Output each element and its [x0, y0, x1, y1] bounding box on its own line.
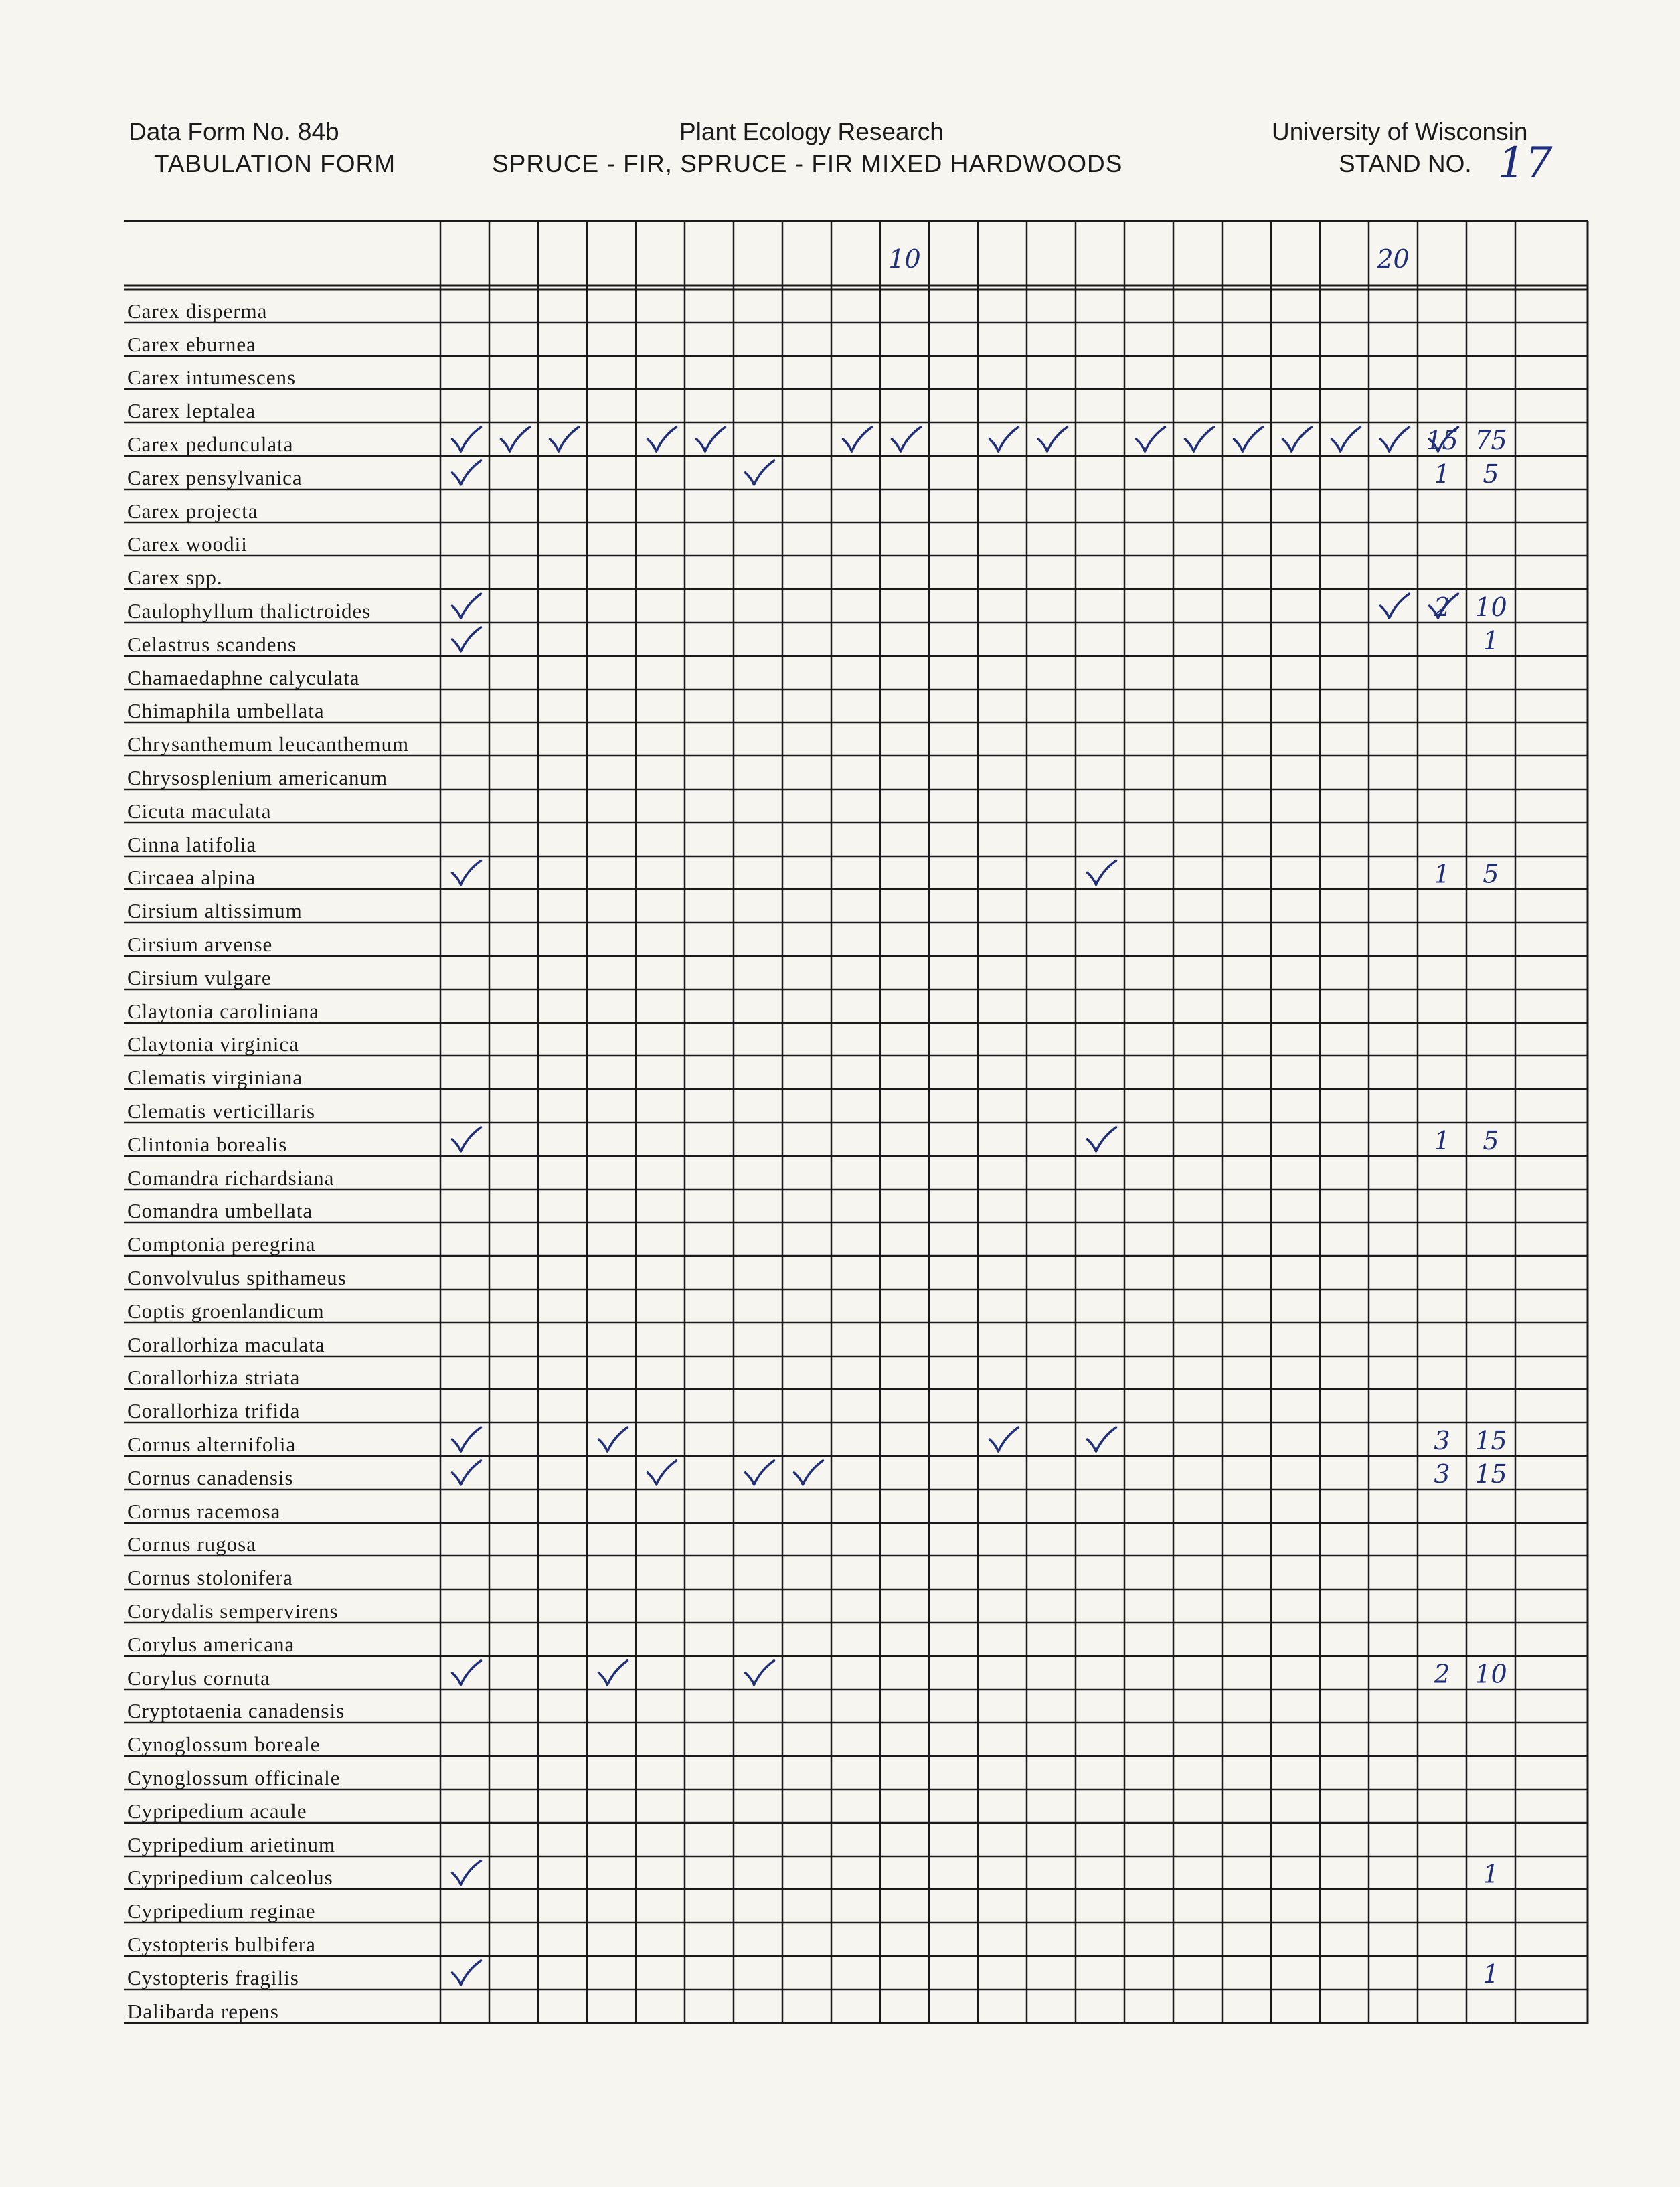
frequency-count: 2 [1434, 592, 1450, 623]
check-mark [648, 427, 677, 451]
species-name: Cornus rugosa [127, 1532, 256, 1556]
check-mark [452, 1961, 481, 1985]
species-name: Cirsium altissimum [127, 899, 303, 923]
check-mark [599, 1427, 628, 1451]
frequency-percent: 5 [1483, 1125, 1499, 1155]
check-mark [1137, 427, 1165, 451]
check-mark [1381, 427, 1410, 451]
species-name: Corallorhiza striata [127, 1366, 301, 1390]
species-name: Cicuta maculata [127, 799, 272, 823]
species-name: Corydalis sempervirens [127, 1599, 339, 1623]
species-name: Carex pedunculata [127, 432, 294, 456]
species-name: Carex intumescens [127, 366, 297, 390]
check-mark [1039, 427, 1068, 451]
species-name: Celastrus scandens [127, 632, 297, 656]
species-name: Clematis verticillaris [127, 1099, 316, 1123]
check-mark [990, 427, 1019, 451]
check-mark [746, 461, 774, 485]
check-mark [746, 1661, 774, 1685]
frequency-percent: 10 [1475, 592, 1507, 623]
species-name: Claytonia caroliniana [127, 999, 319, 1023]
check-mark [452, 627, 481, 651]
species-name: Dalibarda repens [127, 1999, 279, 2023]
frequency-percent: 10 [1475, 1659, 1507, 1689]
frequency-percent: 1 [1483, 625, 1499, 655]
species-name: Chrysosplenium americanum [127, 766, 388, 789]
frequency-count: 3 [1434, 1426, 1450, 1456]
check-mark [697, 427, 726, 451]
check-mark [452, 461, 481, 485]
column-marker: 20 [1377, 244, 1410, 274]
institution-heading: University of Wisconsin [1272, 118, 1528, 145]
species-name: Comandra richardsiana [127, 1165, 335, 1190]
species-name: Claytonia virginica [127, 1032, 299, 1056]
column-marker: 10 [888, 244, 921, 274]
species-name: Cirsium vulgare [127, 965, 272, 989]
check-mark [892, 427, 921, 451]
frequency-count: 1 [1434, 859, 1450, 889]
frequency-count: 3 [1434, 1459, 1450, 1489]
frequency-count: 15 [1426, 426, 1458, 456]
check-mark [452, 427, 481, 451]
species-name: Corylus americana [127, 1632, 295, 1656]
species-name: Circaea alpina [127, 866, 256, 890]
species-name: Cornus stolonifera [127, 1566, 293, 1590]
frequency-percent: 15 [1475, 1426, 1507, 1456]
species-name: Clintonia borealis [127, 1132, 288, 1156]
frequency-percent: 15 [1475, 1459, 1507, 1489]
stand-number-value: 17 [1498, 139, 1553, 188]
species-name: Cirsium arvense [127, 933, 273, 956]
species-name: Comandra umbellata [127, 1199, 313, 1223]
check-mark [452, 1461, 481, 1485]
frequency-percent: 75 [1475, 426, 1507, 456]
species-name: Cornus alternifolia [127, 1433, 297, 1456]
species-name: Cynoglossum officinale [127, 1766, 341, 1789]
check-mark [1283, 427, 1312, 451]
species-name: Cypripedium calceolus [127, 1866, 333, 1890]
frequency-percent: 1 [1483, 1859, 1499, 1889]
frequency-percent: 1 [1483, 1959, 1499, 1989]
frequency-count: 1 [1434, 459, 1450, 489]
species-name: Cypripedium acaule [127, 1799, 307, 1823]
species-name: Cynoglossum boreale [127, 1732, 321, 1757]
frequency-percent: 5 [1483, 459, 1499, 489]
species-name: Convolvulus spithameus [127, 1266, 347, 1289]
species-name: Carex projecta [127, 499, 258, 523]
check-mark [746, 1461, 774, 1485]
check-mark [1088, 1127, 1116, 1151]
species-name: Carex disperma [127, 299, 268, 323]
species-name: Chimaphila umbellata [127, 699, 325, 723]
check-mark [1088, 861, 1116, 885]
forest-type-heading: SPRUCE - FIR, SPRUCE - FIR MIXED HARDWOODS [492, 150, 1123, 177]
check-mark [452, 1861, 481, 1885]
species-name: Carex woodii [127, 532, 248, 556]
check-mark [1088, 1427, 1116, 1451]
check-mark [452, 1661, 481, 1685]
check-mark [452, 861, 481, 885]
species-name: Corallorhiza maculata [127, 1332, 325, 1356]
stand-label: STAND NO. [1339, 150, 1472, 177]
species-name: Corallorhiza trifida [127, 1399, 301, 1423]
check-mark [1185, 427, 1214, 451]
research-heading: Plant Ecology Research [679, 118, 944, 145]
frequency-count: 1 [1434, 1125, 1450, 1155]
check-mark [648, 1461, 677, 1485]
check-mark [1381, 594, 1410, 618]
check-mark [452, 594, 481, 618]
check-mark [501, 427, 530, 451]
check-mark [452, 1427, 481, 1451]
species-name: Carex pensylvanica [127, 465, 303, 489]
check-mark [550, 427, 579, 451]
species-name: Corylus cornuta [127, 1666, 270, 1690]
species-name: Cypripedium arietinum [127, 1832, 336, 1856]
check-mark [452, 1127, 481, 1151]
frequency-count: 2 [1434, 1659, 1450, 1689]
species-name: Caulophyllum thalictroides [127, 599, 371, 623]
species-name: Chrysanthemum leucanthemum [127, 732, 410, 756]
species-name: Clematis virginiana [127, 1066, 303, 1090]
species-name: Carex leptalea [127, 399, 256, 423]
species-name: Cornus canadensis [127, 1465, 294, 1489]
check-mark [990, 1427, 1019, 1451]
check-mark [843, 427, 872, 451]
check-mark [599, 1661, 628, 1685]
species-name: Chamaedaphne calyculata [127, 665, 360, 690]
species-name: Cryptotaenia canadensis [127, 1699, 345, 1723]
species-name: Cinna latifolia [127, 832, 257, 856]
species-name: Cornus racemosa [127, 1499, 281, 1523]
species-name: Cypripedium reginae [127, 1899, 316, 1923]
species-name: Cystopteris bulbifera [127, 1933, 316, 1956]
species-name: Comptonia peregrina [127, 1232, 316, 1257]
check-mark [1332, 427, 1361, 451]
species-name: Carex eburnea [127, 332, 256, 356]
species-name: Coptis groenlandicum [127, 1299, 325, 1323]
form-title: TABULATION FORM [154, 150, 396, 177]
check-mark [794, 1461, 823, 1485]
species-name: Cystopteris fragilis [127, 1965, 299, 1990]
check-mark [1234, 427, 1263, 451]
frequency-percent: 5 [1483, 859, 1499, 889]
species-name: Carex spp. [127, 566, 223, 590]
form-number: Data Form No. 84b [129, 118, 339, 145]
